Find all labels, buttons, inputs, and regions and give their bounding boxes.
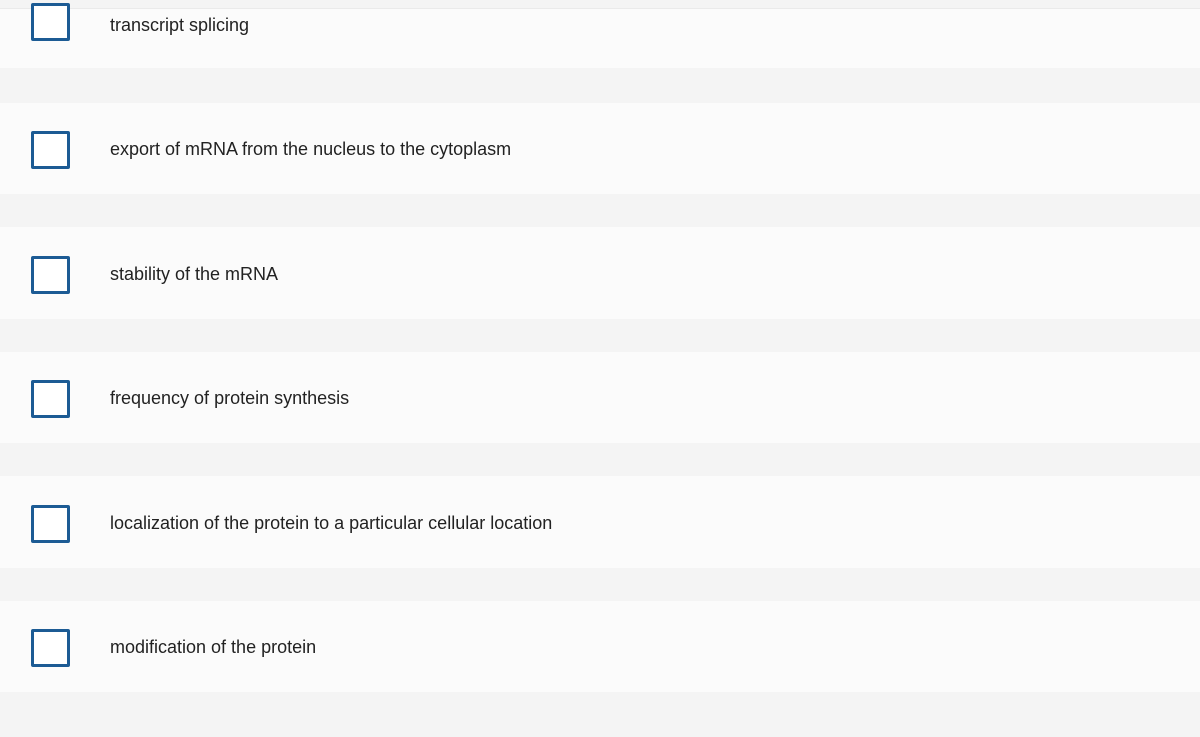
option-label: modification of the protein xyxy=(110,637,317,657)
checkbox-protein-synthesis-frequency[interactable] xyxy=(31,380,70,418)
checkbox-export-of-mrna[interactable] xyxy=(31,131,70,169)
answer-option-export-of-mrna[interactable] xyxy=(0,103,1200,194)
checkbox-transcript-splicing[interactable] xyxy=(31,3,70,41)
answer-option-protein-modification[interactable] xyxy=(0,601,1200,692)
checkbox-mrna-stability[interactable] xyxy=(31,256,70,294)
answer-option-protein-synthesis-frequency[interactable] xyxy=(0,352,1200,443)
option-label: export of mRNA from the nucleus to the cytoplasm xyxy=(110,139,512,159)
answer-option-mrna-stability[interactable] xyxy=(0,227,1200,319)
checkbox-protein-modification[interactable] xyxy=(31,629,70,667)
answer-option-transcript-splicing[interactable] xyxy=(0,8,1200,68)
checkbox-protein-localization[interactable] xyxy=(31,505,70,543)
answer-option-protein-localization[interactable] xyxy=(0,476,1200,568)
option-label: stability of the mRNA xyxy=(110,264,279,284)
option-label: transcript splicing xyxy=(110,15,250,35)
option-label: localization of the protein to a particular cellular location xyxy=(110,513,553,533)
option-label: frequency of protein synthesis xyxy=(110,388,350,408)
